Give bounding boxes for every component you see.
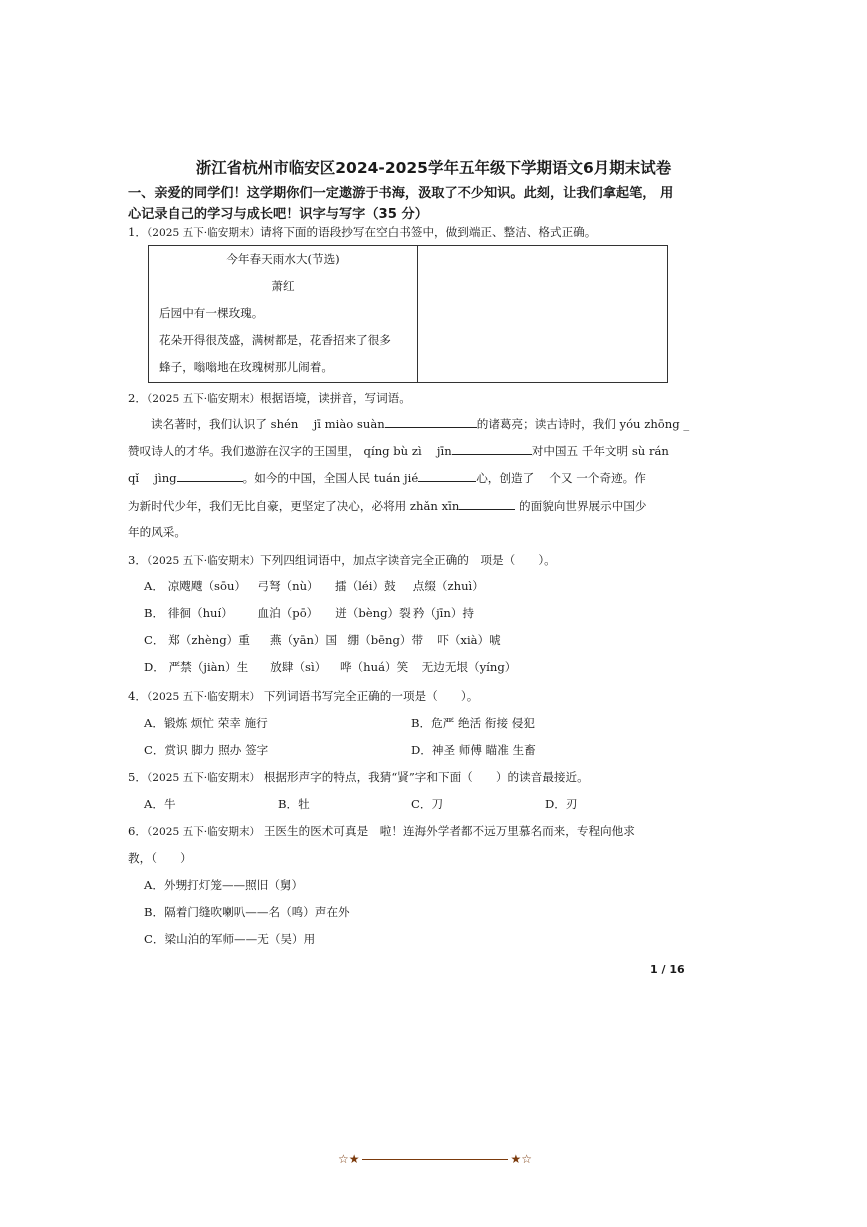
option-label: A． [144,878,164,892]
exam-title: 浙江省杭州市临安区2024-2025学年五年级下学期语文6月期末试卷 [195,159,672,177]
question-source: （2025 五下·临安期末） [146,227,261,239]
question-number: 2． [128,391,147,405]
option-text: 锻炼 烦忙 荣幸 施行 [163,716,268,730]
question-text: 请将下面的语段抄写在空白书签中，做到端正、整洁、格式正确。 [260,225,597,239]
question-4 [128,688,690,705]
q2-text-8: 为新时代少年，我们无比自豪，更坚定了决心，必将用 zhǎn xīn [128,499,460,513]
option-item: 吓（xià）唬 [437,633,501,647]
option-label: C． [144,633,165,647]
option-text: 神圣 师傅 瞄准 生畜 [431,743,536,757]
blank-bookmark-cell[interactable] [418,246,668,383]
option-text: 刀 [431,797,444,811]
option-item: 点缀（zhuì） [412,579,484,593]
option-text: 刃 [565,797,578,811]
poem-line-3: 蜂子，嗡嗡地在玫瑰树那儿闹着。 [159,360,333,374]
answer-blank[interactable] [177,469,243,482]
option-b[interactable] [278,796,310,812]
question-text: 根据语境，读拼音，写词语。 [260,391,411,405]
option-label: B． [144,606,165,620]
option-label: B． [411,716,432,730]
option-text: 外甥打灯笼——照旧（舅） [163,878,304,892]
question-source: （2025 五下·临安期末） [146,691,261,703]
option-a[interactable] [144,715,268,731]
question-text: 下列词语书写完全正确的一项是（ ）。 [260,689,479,703]
option-item: 弓弩（nù） [257,579,319,593]
option-text: 梁山泊的军师——无（吴）用 [164,932,316,946]
option-c[interactable] [144,632,501,648]
option-item: 郑（zhèng）重 [168,633,250,647]
q2-text-2: 的诸葛亮；读古诗时，我们 yóu zhōng _ [476,417,690,431]
section-heading [128,183,690,225]
option-d[interactable] [411,742,536,758]
q2-text-4: 对中国五 千年文明 sù rán [531,444,669,458]
option-label: D． [144,660,165,674]
option-item: 严禁（jiàn）生 [168,660,249,674]
question-5 [128,769,690,786]
question-text: 王医生的医术可真是 啦！连海外学者都不远万里慕名而来，专程向他求 [260,824,635,838]
option-c[interactable] [144,742,268,758]
answer-blank[interactable] [385,415,477,428]
option-item: 燕（yān）国 [269,633,338,647]
question-source: （2025 五下·临安期末） [146,555,261,567]
option-label: C． [144,932,165,946]
poem-line-1: 后园中有一棵玫瑰。 [159,306,264,320]
footer-ornament [338,1151,532,1167]
q2-line-5 [128,524,186,540]
option-label: C． [144,743,165,757]
option-label: B． [144,905,165,919]
q2-text-6: 。如今的中国，全国人民 tuán jié [242,471,419,485]
question-number: 4． [128,689,147,703]
option-text: 赏识 脚力 照办 签字 [164,743,269,757]
option-b[interactable] [411,715,535,731]
option-label: D． [411,743,432,757]
q2-text-1: 读名著时，我们认识了 shén jī miào suàn [151,417,385,431]
question-number: 6． [128,824,147,838]
question-source: （2025 五下·临安期末） [146,772,261,784]
poem-author: 萧红 [271,279,295,293]
question-source: （2025 五下·临安期末） [146,393,261,405]
answer-blank[interactable] [459,497,515,510]
option-d[interactable] [545,796,578,812]
option-label: A． [144,579,164,593]
question-text: 根据形声字的特点，我猜“䝨”字和下面（ ）的读音最接近。 [260,770,589,784]
page-number: 1 / 16 [650,963,685,976]
option-item: 凉飕飕（sōu） [167,579,247,593]
question-text: 下列四组词语中，加点字读音完全正确的 项是（ ）。 [260,553,556,567]
q2-line-4 [128,497,647,514]
option-a[interactable] [144,796,176,812]
q2-text-5: qǐ jìng [128,471,177,485]
answer-blank[interactable] [452,442,532,455]
footer-star-left-icon: ☆★ [338,1152,360,1166]
question-6-continued: 教，（ ） [128,851,192,865]
poem-cell [149,246,418,383]
option-b[interactable] [144,605,474,621]
copy-bookmark-table [148,245,668,383]
option-item: 绷（bēng）带 [347,633,424,647]
section-heading-line-1: 一、亲爱的同学们！这学期你们一定遨游于书海，汲取了不少知识。此刻，让我们拿起笔， 用 [128,186,674,201]
option-item: 血泊（pō） [257,606,319,620]
option-item: 矜（jīn）持 [412,606,475,620]
question-source: （2025 五下·临安期末） [146,826,261,838]
option-item: 迸（bèng）裂 [335,606,411,620]
answer-blank[interactable] [418,469,476,482]
footer-divider [362,1159,508,1160]
q2-text-3: 赞叹诗人的才华。我们遨游在汉字的王国里， qíng bù zì jīn [128,444,452,458]
option-text: 隔着门缝吹喇叭——名（鸣）声在外 [164,905,350,919]
question-3 [128,552,690,569]
q2-line-3 [128,469,646,486]
option-item: 徘徊（huí） [167,606,233,620]
option-item: 哗（huá）笑 [339,660,409,674]
option-a[interactable] [144,877,303,893]
question-number: 1． [128,225,147,239]
option-label: C． [411,797,432,811]
poem-title: 今年春天雨水大(节选) [226,252,340,266]
q2-text-7: 心，创造了 个又 一个奇迹。作 [476,471,646,485]
q2-line-1 [151,415,689,432]
option-label: A． [144,716,164,730]
option-text: 危严 绝活 衔接 侵犯 [431,716,535,730]
option-item: 擂（léi）鼓 [335,579,396,593]
option-c[interactable] [144,931,315,947]
q2-text-10: 年的风采。 [128,525,186,539]
question-6 [128,823,690,840]
option-a[interactable] [144,578,484,594]
q2-text-9: 的面貌向世界展示中国少 [515,499,647,513]
poem-line-2: 花朵开得很茂盛，满树都是，花香招来了很多 [159,333,391,347]
option-b[interactable] [144,904,350,920]
q2-line-2 [128,442,669,459]
question-number: 5． [128,770,147,784]
option-label: B． [278,797,299,811]
option-label: D． [545,797,566,811]
option-text: 牡 [298,797,310,811]
footer-star-right-icon: ★☆ [510,1152,532,1166]
option-c[interactable] [411,796,443,812]
option-label: A． [144,797,164,811]
option-d[interactable] [144,659,516,675]
section-heading-line-2: 心记录自己的学习与成长吧！识字与写字（35 分） [128,207,428,222]
question-number: 3． [128,553,147,567]
option-item: 放肆（sì） [270,660,327,674]
question-2 [128,390,690,407]
question-1 [128,224,690,241]
option-text: 牛 [163,797,176,811]
option-item: 无边无垠（yíng） [421,660,517,674]
